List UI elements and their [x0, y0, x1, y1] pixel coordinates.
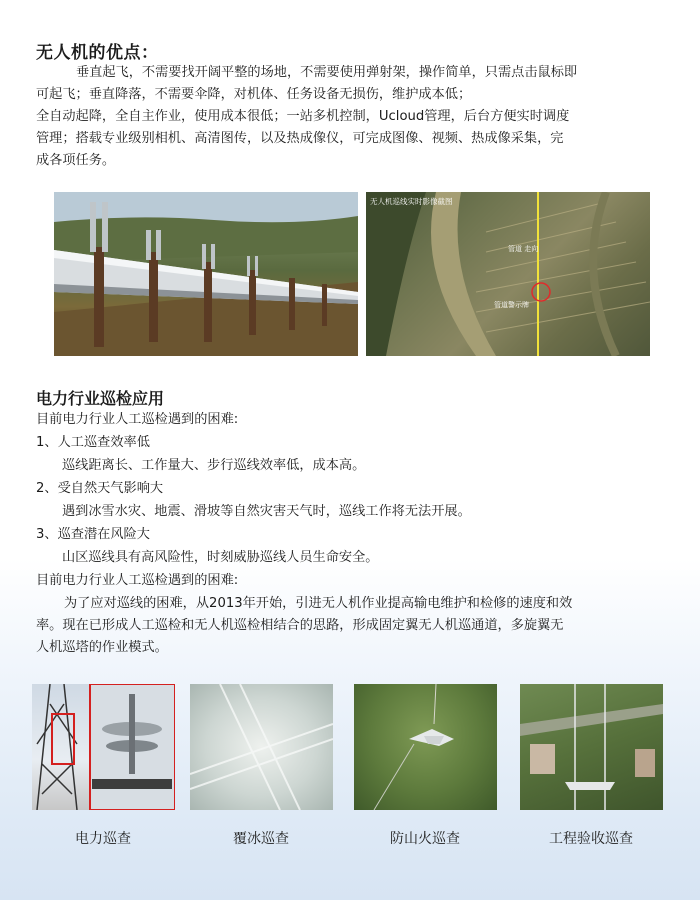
conclusion-line-3: 人机巡塔的作业模式。 [36, 640, 168, 655]
conclusion-line-2: 率。现在已形成人工巡检和无人机巡检相结合的思路，形成固定翼无人机巡通道，多旋翼无 [36, 618, 564, 633]
difficulty-1-detail: 巡线距离长、工作量大、步行巡线效率低，成本高。 [62, 458, 366, 473]
aerial-photo-header: 无人机巡线实时影像截图 [370, 197, 453, 206]
pipeline-photo [54, 192, 358, 356]
difficulty-2-heading: 2、受自然天气影响大 [36, 481, 164, 496]
caption-ice: 覆冰巡查 [233, 831, 289, 847]
caption-fire: 防山火巡查 [390, 831, 460, 847]
aerial-pipe-label: 管道 走向 [508, 245, 539, 253]
ice-lines-illustration [190, 684, 333, 810]
construction-illustration [520, 684, 663, 810]
advantages-line-4: 管理；搭载专业级别相机、高清图传，以及热成像仪，可完成图像、视频、热成像采集，完 [36, 131, 564, 146]
difficulties-intro-2: 目前电力行业人工巡检遇到的困难: [36, 573, 239, 588]
power-tower-illustration [32, 684, 175, 810]
ice-inspection-photo [190, 684, 333, 810]
fire-inspection-photo [354, 684, 497, 810]
advantages-line-2: 可起飞；垂直降落，不需要伞降，对机体、任务设备无损伤，维护成本低； [36, 87, 472, 102]
aerial-illustration [366, 192, 650, 356]
pipeline-illustration [54, 192, 358, 356]
mountain-tower-illustration [354, 684, 497, 810]
aerial-inspection-photo [366, 192, 650, 356]
advantages-line-5: 成各项任务。 [36, 153, 116, 168]
difficulty-1-heading: 1、人工巡查效率低 [36, 435, 150, 450]
power-inspection-photo [32, 684, 175, 810]
conclusion-line-1: 为了应对巡线的困难，从2013年开始，引进无人机作业提高输电维护和检修的速度和效 [64, 596, 573, 611]
section-title-power-inspection: 电力行业巡检应用 [36, 389, 165, 408]
difficulty-2-detail: 遇到冰雪水灾、地震、滑坡等自然灾害天气时，巡线工作将无法开展。 [62, 504, 471, 519]
difficulties-intro: 目前电力行业人工巡检遇到的困难: [36, 412, 239, 427]
advantages-line-1: 垂直起飞，不需要找开阔平整的场地，不需要使用弹射架，操作简单，只需点击鼠标即 [76, 65, 578, 80]
caption-power: 电力巡查 [75, 831, 131, 847]
acceptance-inspection-photo [520, 684, 663, 810]
section-title-advantages: 无人机的优点： [36, 43, 159, 63]
caption-acceptance: 工程验收巡查 [549, 831, 633, 847]
difficulty-3-detail: 山区巡线具有高风险性，时刻威胁巡线人员生命安全。 [62, 550, 379, 565]
advantages-line-3: 全自动起降，全自主作业，使用成本很低；一站多机控制，Ucloud管理，后台方便实时调度 [36, 109, 570, 124]
difficulty-3-heading: 3、巡查潜在风险大 [36, 527, 150, 542]
aerial-warning-label: 管道警示牌 [494, 301, 529, 309]
